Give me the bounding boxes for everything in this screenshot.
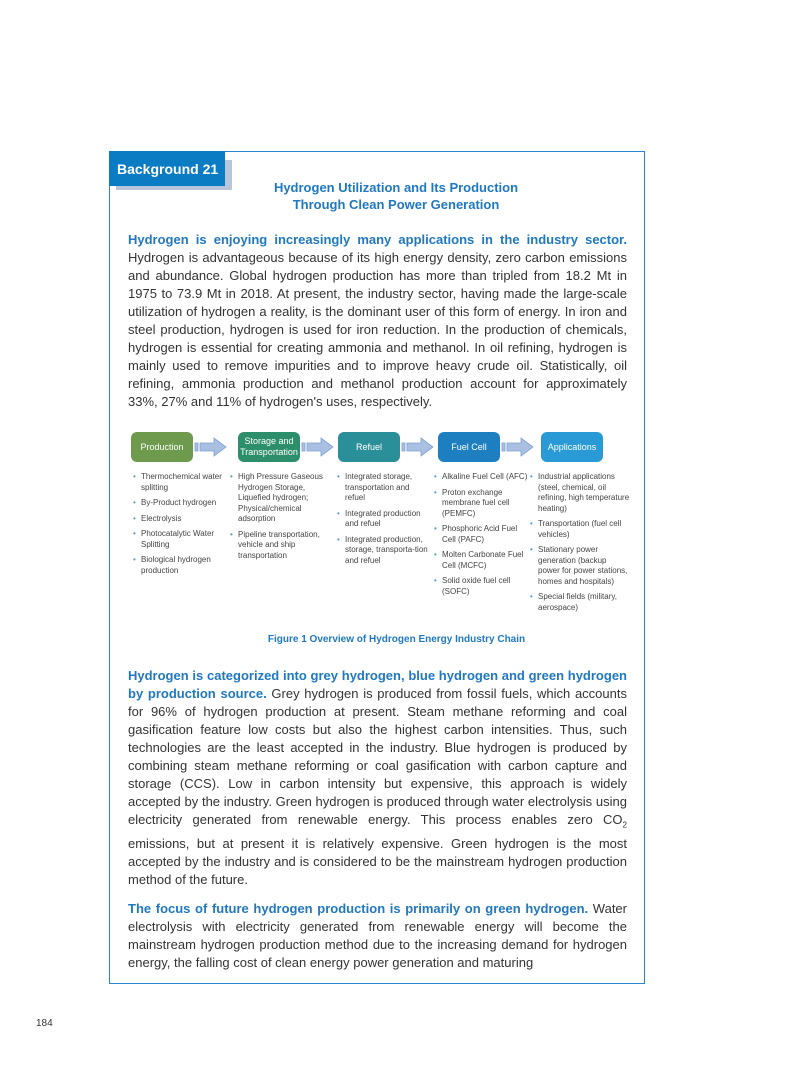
chain-item: • Special fields (military, aerospace) [530,592,630,613]
title-line-1: Hydrogen Utilization and Its Production [273,180,519,195]
paragraph-3 [128,900,627,972]
chain-item: • Integrated storage, transportation and refuel [337,472,429,504]
chain-item: • Alkaline Fuel Cell (AFC) [434,472,529,483]
paragraph-2-lead: Hydrogen is categorized into grey hydrogen, blue hydrogen and green hydrogen by production source. [128,668,627,701]
arrow-right-icon [401,437,434,457]
chain-item: • Thermochemical water splitting [133,472,225,493]
chain-item: • Pipeline transportation, vehicle and ship transportation [230,530,330,562]
chain-column [530,472,630,618]
background-tag: Background 21 [109,151,225,186]
page-number: 184 [36,1018,53,1029]
chain-item: • Biological hydrogen production [133,555,225,576]
chain-item: • Industrial applications (steel, chemical, oil refining, high temperature heating) [530,472,630,514]
chain-column [434,472,529,602]
paragraph-2-body-a: Grey hydrogen is produced from fossil fuels, which accounts for 96% of hydrogen production at present. Steam methane reforming and coal gasification feature low costs but also the highest carbon intensities. Thus, such technologies are the least accepted in the industry. Blue hydrogen is produced by combining steam methane reforming or coal gasification with carbon capture and storage (CCS). Low in carbon intensity but expensive, this approach is widely accepted by the industry. Green hydrogen is produced through water electrolysis using electricity generated from renewable energy. This process enables zero CO [128,686,627,827]
chain-step-storage-and-transportation: Storage and Transportation [238,432,300,462]
chain-item: • Integrated production, storage, transporta-tion and refuel [337,535,429,567]
arrow-right-icon [301,437,334,457]
chain-item: • Integrated production and refuel [337,509,429,530]
arrow-right-icon [501,437,534,457]
paragraph-2 [128,667,627,889]
paragraph-3-lead: The focus of future hydrogen production is primarily on green hydrogen. [128,901,589,916]
chain-item: • Phosphoric Acid Fuel Cell (PAFC) [434,524,529,545]
paragraph-1-lead: Hydrogen is enjoying increasingly many applications in the industry sector. [128,232,627,247]
paragraph-3-body: Water electrolysis with electricity generated from renewable energy will become the mainstream hydrogen production method due to the increasing demand for hydrogen energy, the falling cost of clean energy power generation and maturing [128,901,627,970]
paragraph-1 [128,231,627,411]
arrow-right-icon [194,437,227,457]
chain-item: • Proton exchange membrane fuel cell (PEMFC) [434,488,529,520]
chain-step-applications: Applications [541,432,603,462]
chain-item: • Photocatalytic Water Splitting [133,529,225,550]
chain-item: • Solid oxide fuel cell (SOFC) [434,576,529,597]
chain-step-production: Production [131,432,193,462]
box-title [200,179,592,213]
chain-column [230,472,330,566]
subscript: 2 [622,820,627,830]
chain-item: • Electrolysis [133,514,225,525]
chain-item: • Transportation (fuel cell vehicles) [530,519,630,540]
chain-step-refuel: Refuel [338,432,400,462]
chain-step-fuel-cell: Fuel Cell [438,432,500,462]
paragraph-1-body: Hydrogen is advantageous because of its high energy density, zero carbon emissions and abundance. Global hydrogen production has more than tripled from 18.2 Mt in 1975 to 73.9 Mt in 2018. At present, the industry sector, having made the large-scale utilization of hydrogen a reality, is the dominant user of this form of energy. In iron and steel production, hydrogen is used for iron reduction. In the production of chemicals, hydrogen is essential for creating ammonia and methanol. In oil refining, hydrogen is mainly used to remove impurities and to improve heavy crude oil. Statistically, oil refining, ammonia production and methanol production account for approximately 33%, 27% and 11% of hydrogen's uses, respectively. [128,250,627,409]
chain-column [133,472,225,581]
figure-caption: Figure 1 Overview of Hydrogen Energy Industry Chain [267,634,526,645]
paragraph-2-body-b: emissions, but at present it is relatively expensive. Green hydrogen is the most accepted by the industry and is considered to be the mainstream hydrogen production method of the future. [128,835,627,887]
title-line-2: Through Clean Power Generation [292,197,500,212]
chain-column [337,472,429,571]
chain-item: • High Pressure Gaseous Hydrogen Storage, Liquefied hydrogen; Physical/chemical adsorption [230,472,330,525]
chain-item: • Molten Carbonate Fuel Cell (MCFC) [434,550,529,571]
chain-item: • Stationary power generation (backup power for power stations, homes and hospitals) [530,545,630,587]
chain-item: • By-Product hydrogen [133,498,225,509]
